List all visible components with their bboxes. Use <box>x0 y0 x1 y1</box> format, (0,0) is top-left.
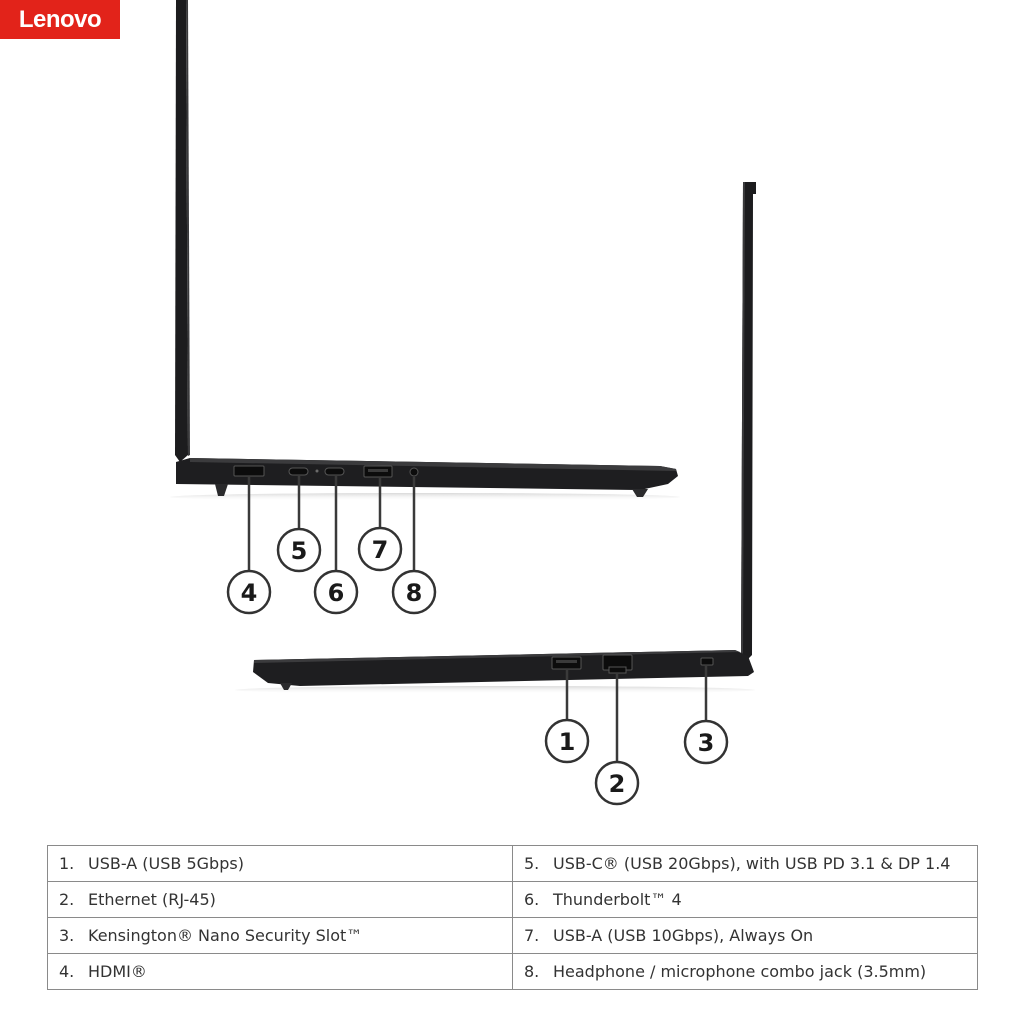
port-entry-6: 6. Thunderbolt™ 4 <box>513 882 978 918</box>
callout-2 <box>596 762 638 804</box>
svg-text:3: 3 <box>697 729 715 757</box>
laptop-left-side-view <box>170 0 680 501</box>
callout-4 <box>228 571 270 613</box>
usb-a-10gbps-port <box>364 466 392 477</box>
port-entry-1: 1. USB-A (USB 5Gbps) <box>48 846 513 882</box>
svg-text:2: 2 <box>608 770 626 798</box>
callout-5 <box>278 529 320 571</box>
table-row <box>48 882 978 918</box>
port-entry-4: 4. HDMI® <box>48 954 513 990</box>
laptop-right-side-view <box>235 182 756 694</box>
callout-leader-lines <box>249 476 706 762</box>
svg-text:1: 1 <box>558 728 576 756</box>
port-entry-8: 8. Headphone / microphone combo jack (3.5mm) <box>513 954 978 990</box>
svg-text:5: 5 <box>290 537 308 565</box>
usb-c-port <box>289 468 308 475</box>
thunderbolt-port <box>325 468 344 475</box>
usb-a-5gbps-port <box>552 657 581 669</box>
status-led-icon <box>316 470 319 473</box>
table-row <box>48 846 978 882</box>
callout-1 <box>546 720 588 762</box>
svg-text:4: 4 <box>240 579 258 607</box>
port-entry-3: 3. Kensington® Nano Security Slot™ <box>48 918 513 954</box>
svg-text:7: 7 <box>371 536 389 564</box>
callout-3 <box>685 721 727 763</box>
callout-8 <box>393 571 435 613</box>
table-row <box>48 954 978 990</box>
ports-legend-table <box>47 845 978 990</box>
table-row <box>48 918 978 954</box>
ethernet-port <box>603 655 632 673</box>
svg-text:8: 8 <box>405 579 423 607</box>
port-entry-5: 5. USB-C® (USB 20Gbps), with USB PD 3.1 & DP 1.4 <box>513 846 978 882</box>
port-entry-7: 7. USB-A (USB 10Gbps), Always On <box>513 918 978 954</box>
audio-jack-port <box>410 468 418 476</box>
security-slot-port <box>701 658 713 665</box>
callout-6 <box>315 571 357 613</box>
callout-7 <box>359 528 401 570</box>
port-entry-2: 2. Ethernet (RJ-45) <box>48 882 513 918</box>
lenovo-logo: Lenovo <box>0 0 120 39</box>
svg-text:6: 6 <box>327 579 345 607</box>
hdmi-port <box>234 466 264 476</box>
